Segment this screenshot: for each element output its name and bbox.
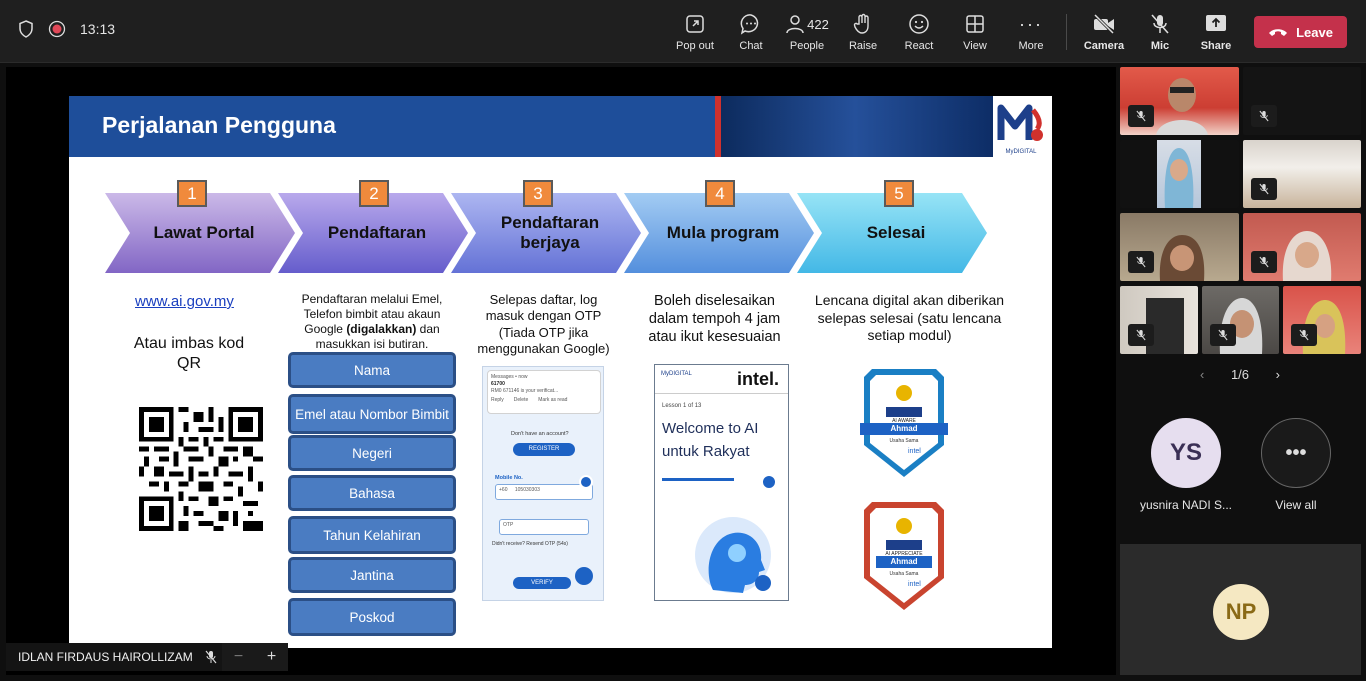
- notif-number: 61700: [491, 381, 505, 387]
- react-button[interactable]: [891, 12, 947, 56]
- badge-name: Ahmad: [890, 424, 918, 433]
- muted-indicator: [1291, 324, 1317, 346]
- qr-code: [139, 407, 263, 531]
- qr-caption: Atau imbas kod QR: [133, 335, 245, 372]
- camera-button[interactable]: [1076, 12, 1132, 56]
- participant-video-tile[interactable]: [1243, 213, 1361, 281]
- badge-name: Ahmad: [890, 557, 918, 566]
- step-1-number: 1: [177, 180, 207, 207]
- field-emel: Emel atau Nombor Bimbit: [288, 394, 456, 434]
- badge-level: AI APPRECIATE: [885, 551, 923, 557]
- lesson-progress-bar: [662, 478, 734, 481]
- muted-indicator: [1251, 105, 1277, 127]
- step-3-number: 3: [523, 180, 553, 207]
- badge-sub: Usaha Sama: [889, 438, 919, 444]
- people-button[interactable]: [779, 12, 835, 56]
- smile-icon: [908, 13, 930, 35]
- participant-video-tile[interactable]: [1243, 67, 1361, 135]
- mobile-label: Mobile No.: [495, 475, 523, 481]
- view-all-button[interactable]: [1261, 418, 1331, 488]
- phone-mockup: [482, 366, 604, 601]
- accessibility-icon: [761, 474, 777, 490]
- people-count: 422: [807, 16, 829, 32]
- mobile-number: 105030303: [514, 487, 540, 493]
- lesson-screen-mockup: [654, 364, 789, 601]
- registration-desc-bold: (digalakkan): [346, 322, 417, 336]
- mic-off-icon: [1136, 110, 1146, 122]
- chevron-left-icon[interactable]: ‹: [1200, 366, 1205, 382]
- country-code: +60: [499, 487, 508, 493]
- slide-title: Perjalanan Pengguna: [102, 112, 336, 138]
- presenter-name: IDLAN FIRDAUS HAIROLLIZAM: [18, 650, 193, 664]
- portal-link[interactable]: www.ai.gov.my: [135, 293, 234, 310]
- field-negeri: Negeri: [288, 435, 456, 471]
- chat-bubble-icon: [575, 567, 593, 585]
- field-poskod: Poskod: [288, 598, 456, 636]
- zoom-in-button[interactable]: +: [266, 648, 277, 665]
- share-label: Share: [1200, 40, 1232, 52]
- step-5-number: 5: [884, 180, 914, 207]
- mic-off-icon: [1299, 329, 1309, 341]
- pager-label: 1/6: [1230, 366, 1250, 382]
- muted-indicator: [1128, 251, 1154, 273]
- step-4-number: 4: [705, 180, 735, 207]
- presenter-name-tag: [6, 643, 229, 671]
- mic-label: Mic: [1150, 40, 1170, 52]
- mic-off-icon: [1136, 329, 1146, 341]
- muted-indicator: [1251, 251, 1277, 273]
- verify-button: VERIFY: [513, 577, 571, 589]
- intel-logo: intel.: [737, 369, 780, 389]
- zoom-out-button[interactable]: −: [233, 648, 244, 665]
- view-all-label: View all: [1275, 498, 1317, 512]
- mic-off-icon: [1259, 183, 1269, 195]
- people-label: People: [789, 40, 825, 52]
- shield-icon: [18, 20, 34, 38]
- field-tahun-kelahiran: Tahun Kelahiran: [288, 516, 456, 554]
- more-icon: ···: [1019, 13, 1043, 34]
- participant-silhouette: [1157, 140, 1201, 208]
- register-button: REGISTER: [513, 443, 575, 456]
- people-icon: [785, 14, 805, 34]
- badge-ai-appreciate: [860, 498, 948, 613]
- sms-notification: [487, 370, 601, 414]
- welcome-heading: Welcome to AI untuk Rakyat: [662, 420, 759, 461]
- muted-indicator: [1128, 324, 1154, 346]
- field-nama: Nama: [288, 352, 456, 388]
- chevron-right-icon[interactable]: ›: [1275, 366, 1280, 382]
- grid-icon: [965, 14, 985, 34]
- popout-button[interactable]: [667, 12, 723, 56]
- raise-hand-button[interactable]: [835, 12, 891, 56]
- meeting-toolbar: [0, 0, 1366, 63]
- otp-input: OTP: [499, 519, 589, 535]
- share-button[interactable]: [1188, 12, 1244, 56]
- mydigital-logo-mark: [993, 100, 1052, 148]
- registration-desc-a: Pendaftaran melalui Emel, Telefon bimbit atau akaun Google: [301, 292, 443, 336]
- presentation-slide: [69, 96, 1052, 648]
- step-3-label: Pendaftaran berjaya: [500, 213, 600, 252]
- mobile-input: [495, 484, 593, 500]
- mydigital-logo: [993, 96, 1052, 157]
- avatar-name: yusnira NADI S...: [1139, 498, 1233, 512]
- registration-description: [297, 292, 447, 352]
- badge-level: AI AWARE: [892, 418, 916, 424]
- registration-desc-b: dan masukkan isi butiran.: [315, 322, 440, 351]
- toolbar-divider: [1066, 14, 1067, 50]
- otp-description: Selepas daftar, log masuk dengan OTP (Tiada OTP jika menggunakan Google): [477, 292, 610, 356]
- accessibility-icon: [579, 475, 593, 489]
- recording-icon: [48, 20, 66, 38]
- participant-video-tile[interactable]: [1120, 286, 1198, 354]
- step-2-number: 2: [359, 180, 389, 207]
- chat-icon: [740, 13, 762, 35]
- notif-reply: Reply: [491, 397, 504, 403]
- more-label: More: [1018, 40, 1044, 52]
- self-avatar: NP: [1213, 584, 1269, 640]
- view-label: View: [963, 40, 987, 52]
- zoom-controls: [222, 643, 288, 671]
- field-bahasa: Bahasa: [288, 475, 456, 511]
- raise-label: Raise: [848, 40, 878, 52]
- mic-off-icon: [1259, 110, 1269, 122]
- badge-sub: Usaha Sama: [889, 571, 919, 577]
- leave-button[interactable]: [1254, 16, 1347, 48]
- notif-title: Messages • now: [491, 374, 528, 380]
- slide-header: [69, 96, 1052, 157]
- badge-partner: intel: [908, 448, 921, 455]
- screen-brand: MyDIGITAL: [661, 371, 692, 377]
- more-button[interactable]: [1003, 12, 1059, 56]
- no-account-text: Don't have an account?: [511, 431, 569, 437]
- mic-off-icon: [205, 650, 217, 664]
- step-2-label: Pendaftaran: [327, 223, 427, 243]
- camera-off-icon: [1092, 14, 1116, 34]
- participant-video-tile[interactable]: [1120, 67, 1239, 135]
- muted-indicator: [1128, 105, 1154, 127]
- self-view-tile[interactable]: [1120, 544, 1361, 675]
- participant-video-tile[interactable]: [1120, 140, 1239, 208]
- popout-label: Pop out: [676, 40, 714, 52]
- notif-delete: Delete: [513, 397, 529, 403]
- resend-otp-text: Didn't receive? Resend OTP (54s): [492, 541, 568, 547]
- ai-head-illustration: [685, 515, 775, 595]
- program-description: Boleh diselesaikan dalam tempoh 4 jam atau ikut kesesuaian: [648, 293, 781, 346]
- mic-button[interactable]: [1132, 12, 1188, 56]
- more-icon: •••: [1285, 441, 1307, 464]
- avatar[interactable]: YS: [1151, 418, 1221, 488]
- step-4-label: Mula program: [666, 223, 780, 243]
- step-5-label: Selesai: [866, 223, 926, 243]
- mic-off-icon: [1136, 256, 1146, 268]
- lesson-progress: Lesson 1 of 13: [662, 403, 702, 409]
- header-graphic: [717, 96, 993, 157]
- camera-label: Camera: [1083, 40, 1125, 52]
- muted-indicator: [1251, 178, 1277, 200]
- meeting-time: 13:13: [80, 21, 116, 37]
- mic-off-icon: [1259, 256, 1269, 268]
- field-jantina: Jantina: [288, 557, 456, 593]
- popout-icon: [685, 14, 705, 34]
- participant-video-tile[interactable]: [1243, 140, 1361, 208]
- react-label: React: [904, 40, 934, 52]
- leave-label: Leave: [1296, 24, 1333, 40]
- badge-partner: intel: [908, 581, 921, 588]
- hand-icon: [853, 13, 873, 35]
- header-red-stripe: [715, 96, 721, 157]
- notif-message: RM0 671146 is your verificat...: [491, 388, 559, 394]
- share-icon: [1205, 14, 1227, 34]
- logo-text: MyDIGITAL: [1005, 149, 1037, 155]
- phone-hangup-icon: [1268, 27, 1288, 37]
- view-button[interactable]: [947, 12, 1003, 56]
- mic-off-icon: [1150, 13, 1170, 35]
- participant-video-tile[interactable]: [1120, 213, 1239, 281]
- participant-video-tile[interactable]: [1202, 286, 1279, 354]
- meeting-status: [18, 20, 115, 38]
- participant-pager: [1200, 364, 1280, 384]
- participant-video-tile[interactable]: [1283, 286, 1361, 354]
- muted-indicator: [1210, 324, 1236, 346]
- notif-mark-read: Mark as read: [538, 397, 568, 403]
- badge-description: Lencana digital akan diberikan selepas selesai (satu lencana setiap modul): [814, 292, 1005, 343]
- step-1-label: Lawat Portal: [153, 223, 255, 243]
- chat-button[interactable]: [723, 12, 779, 56]
- badge-ai-aware: [860, 365, 948, 480]
- mic-off-icon: [1218, 329, 1228, 341]
- chat-label: Chat: [739, 40, 763, 52]
